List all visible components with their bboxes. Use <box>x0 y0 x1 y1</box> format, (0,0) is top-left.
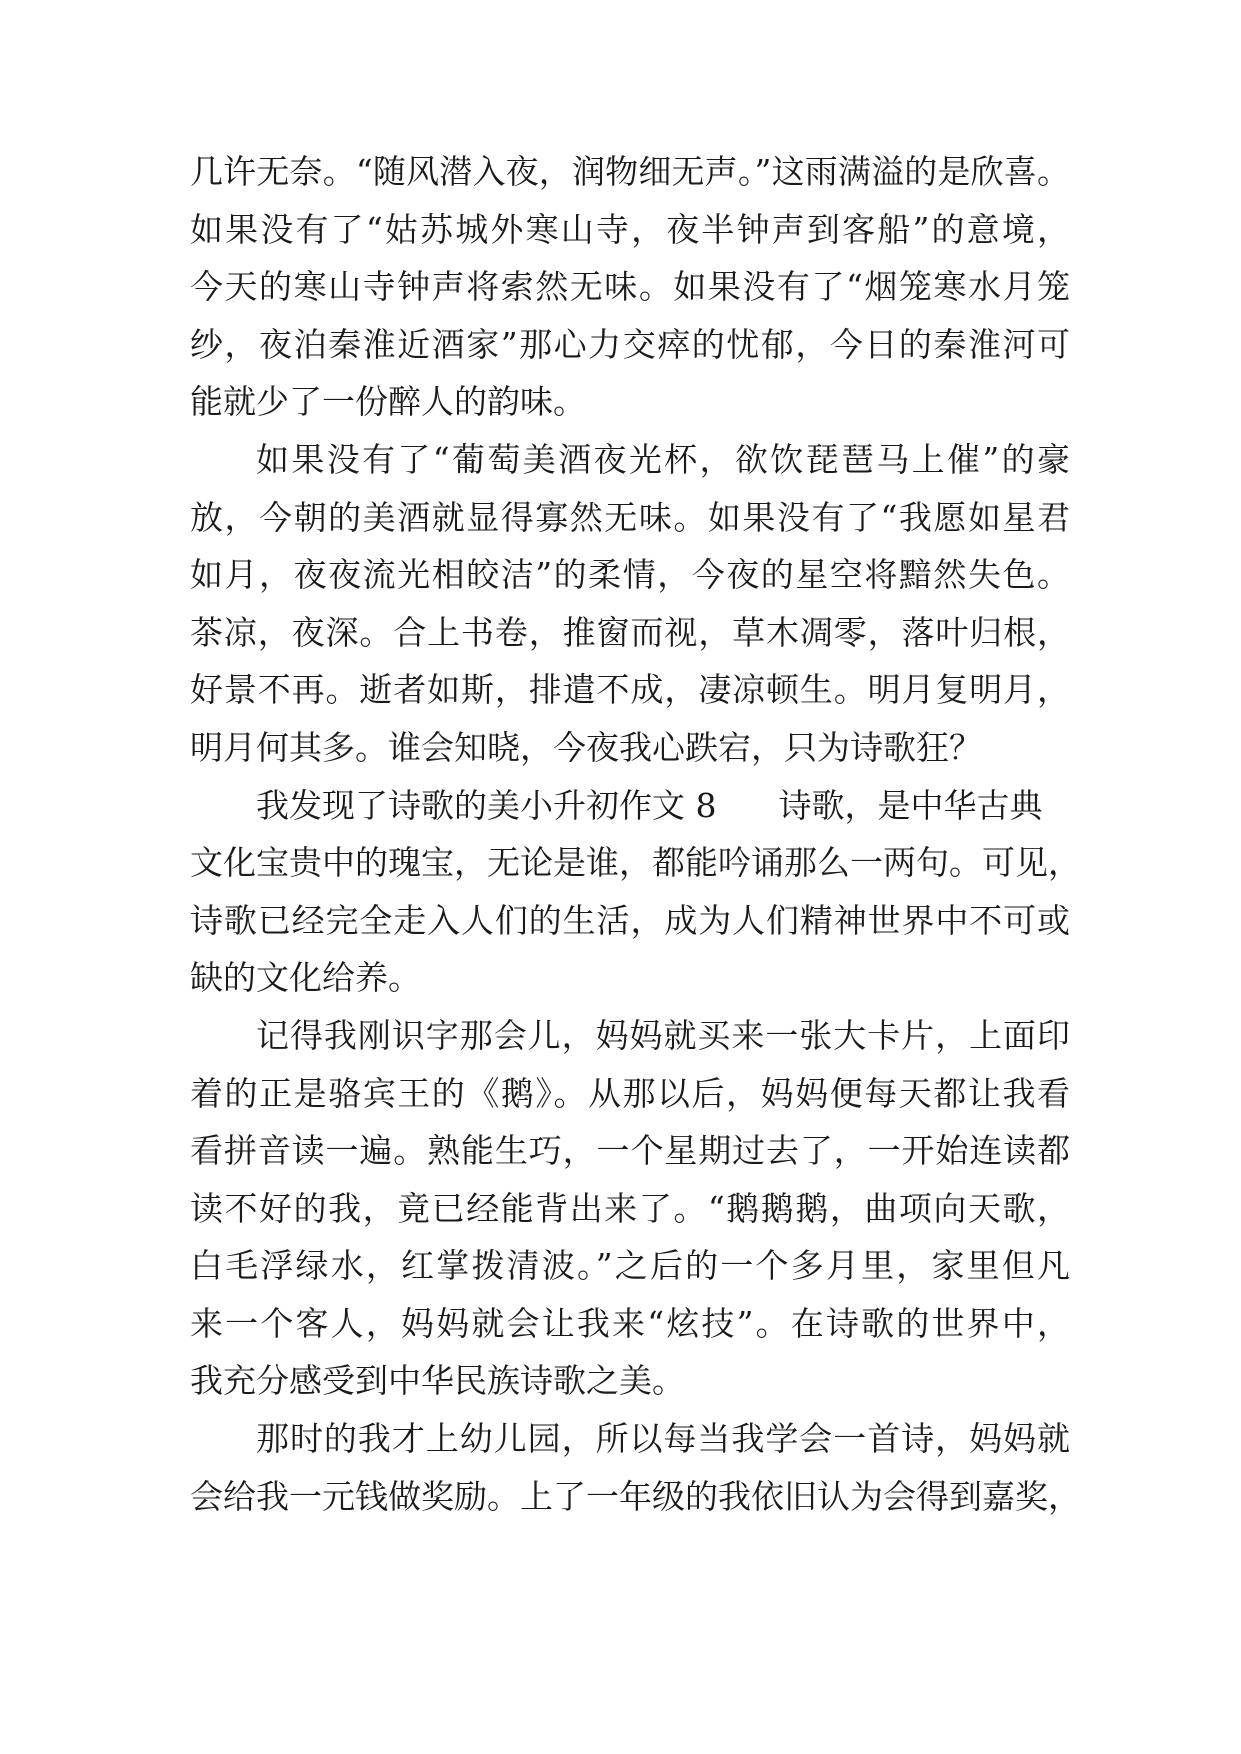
text-line: 读不好的我，竟已经能背出来了。“鹅鹅鹅，曲项向天歌， <box>190 1188 1070 1228</box>
text-line: 如月，夜夜流光相皎洁”的柔情，今夜的星空将黯然失色。 <box>190 555 1070 595</box>
text-line: 来一个客人，妈妈就会让我来“炫技”。在诗歌的世界中， <box>190 1303 1070 1343</box>
text-line: 诗歌已经完全走入人们的生活，成为人们精神世界中不可或 <box>190 900 1070 940</box>
text-line: 明月何其多。谁会知晓，今夜我心跌宕，只为诗歌狂？ <box>190 727 982 767</box>
text-line: 几许无奈。“随风潜入夜，润物细无声。”这雨满溢的是欣喜。 <box>190 152 1070 191</box>
paragraph-start: 诗歌，是中华古典 <box>778 785 1043 825</box>
text-line: 着的正是骆宾王的《鹅》。从那以后，妈妈便每天都让我看 <box>190 1073 1070 1113</box>
essay-body <box>190 143 1081 1525</box>
text-line: 能就少了一份醉人的韵味。 <box>190 382 586 422</box>
essay-title: 我发现了诗歌的美小升初作文 8 <box>256 785 717 825</box>
text-line: 那时的我才上幼儿园，所以每当我学会一首诗，妈妈就 <box>256 1419 1070 1459</box>
text-line: 会给我一元钱做奖励。上了一年级的我依旧认为会得到嘉奖， <box>190 1476 1081 1516</box>
text-line: 我充分感受到中华民族诗歌之美。 <box>190 1361 685 1401</box>
text-line: 如果没有了“姑苏城外寒山寺，夜半钟声到客船”的意境， <box>190 209 1070 249</box>
text-line: 今天的寒山寺钟声将索然无味。如果没有了“烟笼寒水月笼 <box>190 267 1070 307</box>
text-line: 放，今朝的美酒就显得寡然无味。如果没有了“我愿如星君 <box>190 497 1070 537</box>
text-line: 缺的文化给养。 <box>190 958 421 998</box>
text-line: 记得我刚识字那会儿，妈妈就买来一张大卡片，上面印 <box>256 1015 1070 1055</box>
text-line: 好景不再。逝者如斯，排遣不成，凄凉顿生。明月复明月， <box>190 670 1070 710</box>
text-line: 白毛浮绿水，红掌拨清波。”之后的一个多月里，家里但凡 <box>190 1246 1070 1286</box>
text-line: 茶凉，夜深。合上书卷，推窗而视，草木凋零，落叶归根， <box>190 612 1070 652</box>
text-line: 文化宝贵中的瑰宝，无论是谁，都能吟诵那么一两句。可见， <box>190 843 1081 883</box>
text-line: 纱，夜泊秦淮近酒家”那心力交瘁的忧郁，今日的秦淮河可 <box>190 324 1070 364</box>
text-line: 看拼音读一遍。熟能生巧，一个星期过去了，一开始连读都 <box>190 1131 1070 1171</box>
text-line: 如果没有了“葡萄美酒夜光杯，欲饮琵琶马上催”的豪 <box>256 439 1070 479</box>
essay-heading-line <box>190 777 1070 835</box>
